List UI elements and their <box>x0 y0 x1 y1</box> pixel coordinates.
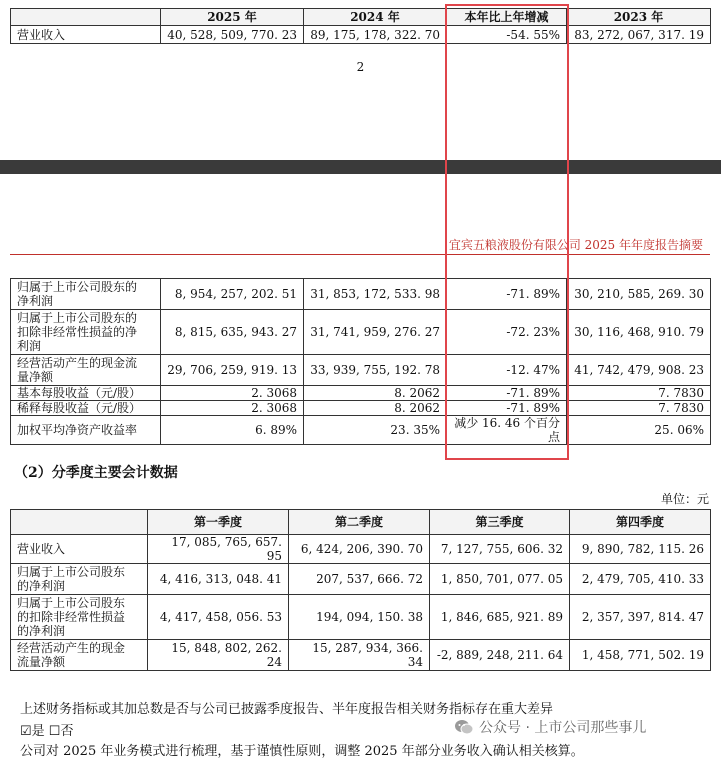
table-cell: 7. 7830 <box>567 401 711 416</box>
header-cell: 2023 年 <box>567 9 711 26</box>
row-label: 归属于上市公司股东的 净利润 <box>11 279 161 310</box>
table-cell: 15, 848, 802, 262. 24 <box>148 640 289 671</box>
quarterly-data-body <box>11 535 711 671</box>
table-cell: 7. 7830 <box>567 386 711 401</box>
table-cell: 30, 210, 585, 269. 30 <box>567 279 711 310</box>
table-header-row <box>11 9 711 26</box>
row-label: 归属于上市公司股东 的净利润 <box>11 564 148 595</box>
table-cell: 41, 742, 479, 908. 23 <box>567 355 711 386</box>
table-cell: 15, 287, 934, 366. 34 <box>289 640 430 671</box>
table-cell: 8, 954, 257, 202. 51 <box>161 279 304 310</box>
header-cell <box>11 510 148 535</box>
row-label: 营业收入 <box>11 26 161 44</box>
revenue-summary-table <box>10 8 711 44</box>
row-label: 归属于上市公司股东的 扣除非经常性损益的净 利润 <box>11 310 161 355</box>
quarterly-data-table <box>10 509 711 671</box>
table-header-row <box>11 510 711 535</box>
table-cell: 25. 06% <box>567 416 711 445</box>
table-row <box>11 26 711 44</box>
table-cell: 1, 458, 771, 502. 19 <box>570 640 711 671</box>
table-cell: 2. 3068 <box>161 401 304 416</box>
table-row <box>11 401 711 416</box>
table-cell: -54. 55% <box>447 26 567 44</box>
table-cell: 29, 706, 259, 919. 13 <box>161 355 304 386</box>
table-row <box>11 416 711 445</box>
table-cell: -2, 889, 248, 211. 64 <box>430 640 570 671</box>
table-cell: 89, 175, 178, 322. 70 <box>304 26 447 44</box>
table-cell: 2. 3068 <box>161 386 304 401</box>
row-label: 营业收入 <box>11 535 148 564</box>
highlight-box <box>445 4 569 460</box>
table-row <box>11 535 711 564</box>
table-cell: 31, 853, 172, 533. 98 <box>304 279 447 310</box>
row-label: 加权平均净资产收益率 <box>11 416 161 445</box>
unit-label: 单位：元 <box>660 492 709 506</box>
report-header: 宜宾五粮液股份有限公司 2025 年年度报告摘要 <box>448 238 703 252</box>
table-cell: 6, 424, 206, 390. 70 <box>289 535 430 564</box>
row-label: 基本每股收益（元/股） <box>11 386 161 401</box>
table-cell: 9, 890, 782, 115. 26 <box>570 535 711 564</box>
page-number: 2 <box>356 60 365 74</box>
table-cell: 2, 357, 397, 814. 47 <box>570 595 711 640</box>
table-cell: 31, 741, 959, 276. 27 <box>304 310 447 355</box>
table-cell: -72. 23% <box>447 310 567 355</box>
table-cell: 33, 939, 755, 192. 78 <box>304 355 447 386</box>
table-cell: 40, 528, 509, 770. 23 <box>161 26 304 44</box>
table-cell: 8. 2062 <box>304 401 447 416</box>
table-row <box>11 564 711 595</box>
table-cell: 1, 850, 701, 077. 05 <box>430 564 570 595</box>
table-row <box>11 595 711 640</box>
table-row <box>11 386 711 401</box>
header-cell: 第一季度 <box>148 510 289 535</box>
table-row <box>11 355 711 386</box>
table-cell: -12. 47% <box>447 355 567 386</box>
key-indicators-body <box>11 279 711 445</box>
section-title: （2）分季度主要会计数据 <box>14 465 178 481</box>
table-cell: 8. 2062 <box>304 386 447 401</box>
table-row <box>11 279 711 310</box>
header-cell: 第四季度 <box>570 510 711 535</box>
table-cell: 4, 417, 458, 056. 53 <box>148 595 289 640</box>
table-cell: 4, 416, 313, 048. 41 <box>148 564 289 595</box>
table-cell: 207, 537, 666. 72 <box>289 564 430 595</box>
table-cell: 17, 085, 765, 657. 95 <box>148 535 289 564</box>
footnote-question: 上述财务指标或其加总数是否与公司已披露季度报告、半年度报告相关财务指标存在重大差异 <box>20 702 554 717</box>
table-cell: 194, 094, 150. 38 <box>289 595 430 640</box>
row-label: 稀释每股收益（元/股） <box>11 401 161 416</box>
header-cell: 第二季度 <box>289 510 430 535</box>
table-cell: 1, 846, 685, 921. 89 <box>430 595 570 640</box>
table-cell: 30, 116, 468, 910. 79 <box>567 310 711 355</box>
table-cell: 减少 16. 46 个百分点 <box>447 416 567 445</box>
table-cell: 2, 479, 705, 410. 33 <box>570 564 711 595</box>
footnote-explanation: 公司对 2025 年业务模式进行梳理，基于谨慎性原则，调整 2025 年部分业务收入确认相关核算。 <box>20 744 584 759</box>
wechat-icon <box>454 719 474 735</box>
key-indicators-table <box>10 278 711 445</box>
page-divider <box>0 160 721 174</box>
header-cell: 2025 年 <box>161 9 304 26</box>
row-label: 经营活动产生的现金流 量净额 <box>11 355 161 386</box>
table-cell: 8, 815, 635, 943. 27 <box>161 310 304 355</box>
table-row <box>11 310 711 355</box>
table-cell: -71. 89% <box>447 386 567 401</box>
watermark <box>454 717 646 737</box>
row-label: 归属于上市公司股东 的扣除非经常性损益 的净利润 <box>11 595 148 640</box>
table-cell: 23. 35% <box>304 416 447 445</box>
header-cell: 第三季度 <box>430 510 570 535</box>
table-cell: -71. 89% <box>447 401 567 416</box>
header-rule <box>10 254 710 255</box>
table-cell: 83, 272, 067, 317. 19 <box>567 26 711 44</box>
table-cell: -71. 89% <box>447 279 567 310</box>
header-cell <box>11 9 161 26</box>
table-row <box>11 640 711 671</box>
header-cell: 本年比上年增减 <box>447 9 567 26</box>
table-cell: 6. 89% <box>161 416 304 445</box>
row-label: 经营活动产生的现金 流量净额 <box>11 640 148 671</box>
footnote-checkbox-answer: ☑是 ☐否 <box>20 724 74 739</box>
table-cell: 7, 127, 755, 606. 32 <box>430 535 570 564</box>
watermark-text: 公众号 · 上市公司那些事儿 <box>479 720 647 736</box>
header-cell: 2024 年 <box>304 9 447 26</box>
